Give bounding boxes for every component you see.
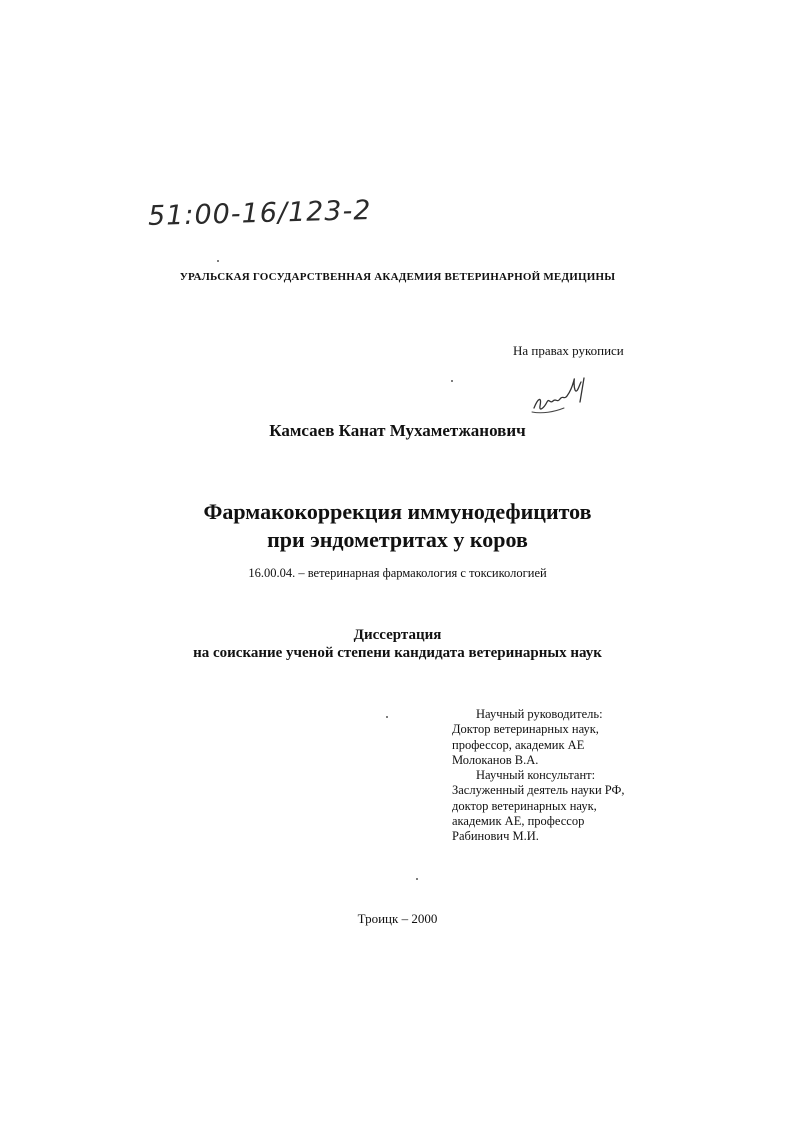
document-type-line-2: на соискание ученой степени кандидата ветеринарных наук bbox=[193, 645, 602, 661]
scan-speck bbox=[386, 716, 388, 718]
advisor-line: профессор, академик АЕ bbox=[452, 737, 585, 752]
supervisors-block bbox=[452, 707, 625, 845]
institution-name: УРАЛЬСКАЯ ГОСУДАРСТВЕННАЯ АКАДЕМИЯ ВЕТЕРИНАРНОЙ МЕДИЦИНЫ bbox=[179, 271, 616, 283]
title-line-1: Фармакокоррекция иммунодефицитов bbox=[203, 499, 592, 524]
author-name: Камсаев Канат Мухаметжанович bbox=[269, 421, 526, 440]
scan-speck bbox=[416, 878, 418, 880]
place-and-year: Троицк – 2000 bbox=[357, 911, 438, 926]
consultant-line: Рабинович М.И. bbox=[452, 829, 539, 844]
consultant-line: Заслуженный деятель науки РФ, bbox=[452, 783, 625, 798]
dissertation-title bbox=[0, 498, 795, 554]
consultant-line: академик АЕ, профессор bbox=[452, 814, 585, 829]
document-type bbox=[0, 626, 795, 662]
handwritten-catalog-code: 51:00-16/123-2 bbox=[147, 195, 372, 232]
scan-speck bbox=[217, 260, 219, 262]
title-line-2: при эндометритах у коров bbox=[267, 527, 528, 552]
advisor-line: Молоканов В.А. bbox=[452, 752, 539, 767]
scan-speck bbox=[451, 380, 453, 382]
advisor-heading: Научный руководитель: bbox=[476, 707, 603, 721]
advisor-line: Доктор ветеринарных наук, bbox=[452, 722, 599, 737]
manuscript-note: На правах рукописи bbox=[513, 343, 624, 358]
consultant-heading: Научный консультант: bbox=[476, 768, 596, 783]
signature-icon bbox=[528, 368, 592, 418]
consultant-line: доктор ветеринарных наук, bbox=[452, 798, 597, 813]
specialty-code: 16.00.04. – ветеринарная фармакология с токсикологией bbox=[248, 566, 547, 580]
document-type-line-1: Диссертация bbox=[353, 627, 442, 643]
